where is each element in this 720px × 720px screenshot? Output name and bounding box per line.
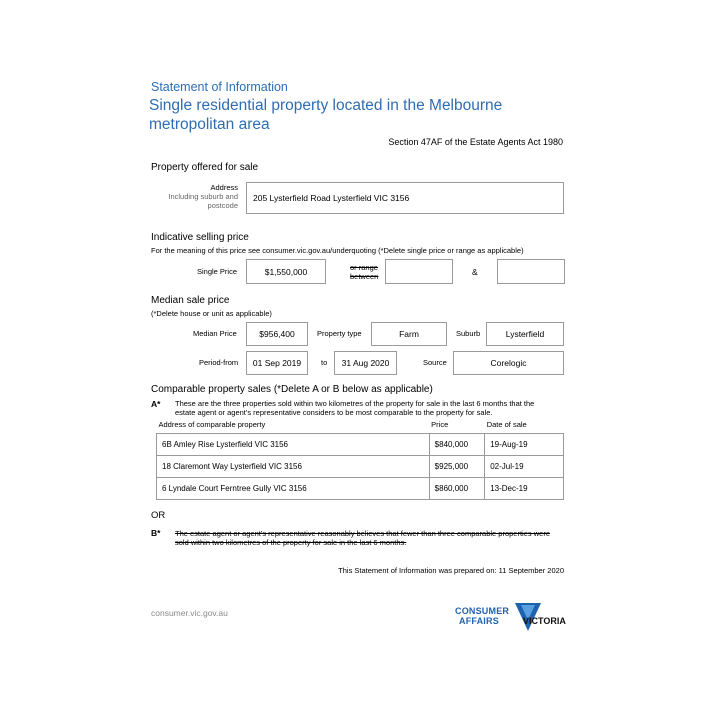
address-sublabel-1: Including suburb and — [168, 192, 238, 201]
single-price-value: $1,550,000 — [264, 266, 308, 277]
period-to-field[interactable] — [334, 351, 397, 375]
range-label-1: or range — [350, 263, 378, 272]
source-label: Source — [423, 358, 447, 367]
suburb-value: Lysterfield — [505, 329, 545, 339]
address-label: Address — [210, 183, 238, 192]
single-price-label: Single Price — [197, 267, 238, 276]
logo-victoria-text: VICTORIA — [523, 616, 566, 626]
option-a-text-line1: These are the three properties sold within two kilometres of the property for sale in the last 6 months that the — [175, 399, 535, 408]
section-reference: Section 47AF of the Estate Agents Act 1980 — [388, 137, 563, 147]
comparable-price: $840,000 — [429, 434, 485, 456]
period-from-field[interactable] — [246, 351, 308, 375]
comparable-heading: Comparable property sales (*Delete A or B below as applicable) — [151, 384, 433, 395]
property-type-value: Farm — [399, 329, 419, 339]
period-from-label: Period-from — [199, 358, 239, 367]
option-a-marker: A* — [151, 399, 161, 409]
page-title-line1: Single residential property located in the Melbourne — [149, 97, 503, 114]
property-type-label: Property type — [317, 329, 362, 338]
table-row — [157, 456, 564, 478]
to-label: to — [321, 358, 328, 367]
suburb-field[interactable] — [486, 322, 564, 346]
page-title-line2: metropolitan area — [149, 116, 270, 133]
comparable-address: 6B Amley Rise Lysterfield VIC 3156 — [157, 434, 430, 456]
option-a-text-line2: estate agent or agent's representative considers to be most comparable to the property for sale. — [175, 408, 493, 417]
suburb-label: Suburb — [456, 329, 481, 338]
median-note: (*Delete house or unit as applicable) — [151, 309, 272, 318]
logo-consumer-text: CONSUMER — [455, 606, 510, 616]
comparable-address: 6 Lyndale Court Ferntree Gully VIC 3156 — [157, 478, 430, 500]
option-b-marker: B* — [151, 528, 161, 538]
table-row — [157, 434, 564, 456]
option-b-text-line2: sold within two kilometres of the property for sale in the last 6 months. — [175, 538, 407, 547]
comparable-address: 18 Claremont Way Lysterfield VIC 3156 — [157, 456, 430, 478]
comparable-date: 19-Aug-19 — [485, 434, 564, 456]
period-to-value: 31 Aug 2020 — [341, 358, 390, 368]
median-price-value: $956,400 — [259, 329, 295, 339]
comparable-price: $860,000 — [429, 478, 485, 500]
single-price-field[interactable] — [246, 259, 326, 284]
address-sublabel-2: postcode — [207, 201, 238, 210]
source-field[interactable] — [453, 351, 564, 375]
or-label: OR — [151, 510, 166, 521]
median-heading: Median sale price — [151, 295, 230, 306]
and-label: & — [472, 267, 478, 277]
source-value: Corelogic — [490, 358, 527, 368]
address-field[interactable] — [246, 182, 564, 214]
indicative-price-note: For the meaning of this price see consumer.vic.gov.au/underquoting (*Delete single price or range as applicable) — [151, 246, 524, 255]
range-from-field[interactable] — [385, 259, 453, 284]
comparable-sales-table — [156, 418, 564, 500]
table-row — [157, 478, 564, 500]
col-date-header: Date of sale — [486, 420, 527, 429]
comparable-date: 13-Dec-19 — [485, 478, 564, 500]
median-price-field[interactable] — [246, 322, 308, 346]
range-to-field[interactable] — [497, 259, 565, 284]
website-link[interactable]: consumer.vic.gov.au — [151, 608, 228, 618]
median-price-label: Median Price — [193, 329, 237, 338]
statement-title: Statement of Information — [151, 80, 288, 94]
indicative-price-heading: Indicative selling price — [151, 232, 249, 243]
table-header-row — [157, 418, 564, 434]
col-price-header: Price — [431, 420, 449, 429]
col-address-header: Address of comparable property — [158, 420, 266, 429]
address-value: 205 Lysterfield Road Lysterfield VIC 3156 — [253, 193, 410, 203]
consumer-affairs-victoria-logo — [455, 603, 567, 637]
logo-affairs-text: AFFAIRS — [459, 616, 499, 626]
prepared-on-text: This Statement of Information was prepared on: 11 September 2020 — [338, 566, 564, 575]
property-type-field[interactable] — [371, 322, 447, 346]
period-from-value: 01 Sep 2019 — [252, 358, 302, 368]
range-label-2: between — [350, 272, 379, 281]
comparable-date: 02-Jul-19 — [485, 456, 564, 478]
comparable-price: $925,000 — [429, 456, 485, 478]
property-offered-heading: Property offered for sale — [151, 162, 259, 173]
option-b-text-line1: The estate agent or agent's representative reasonably believes that fewer than three comparable properties were — [175, 529, 550, 538]
